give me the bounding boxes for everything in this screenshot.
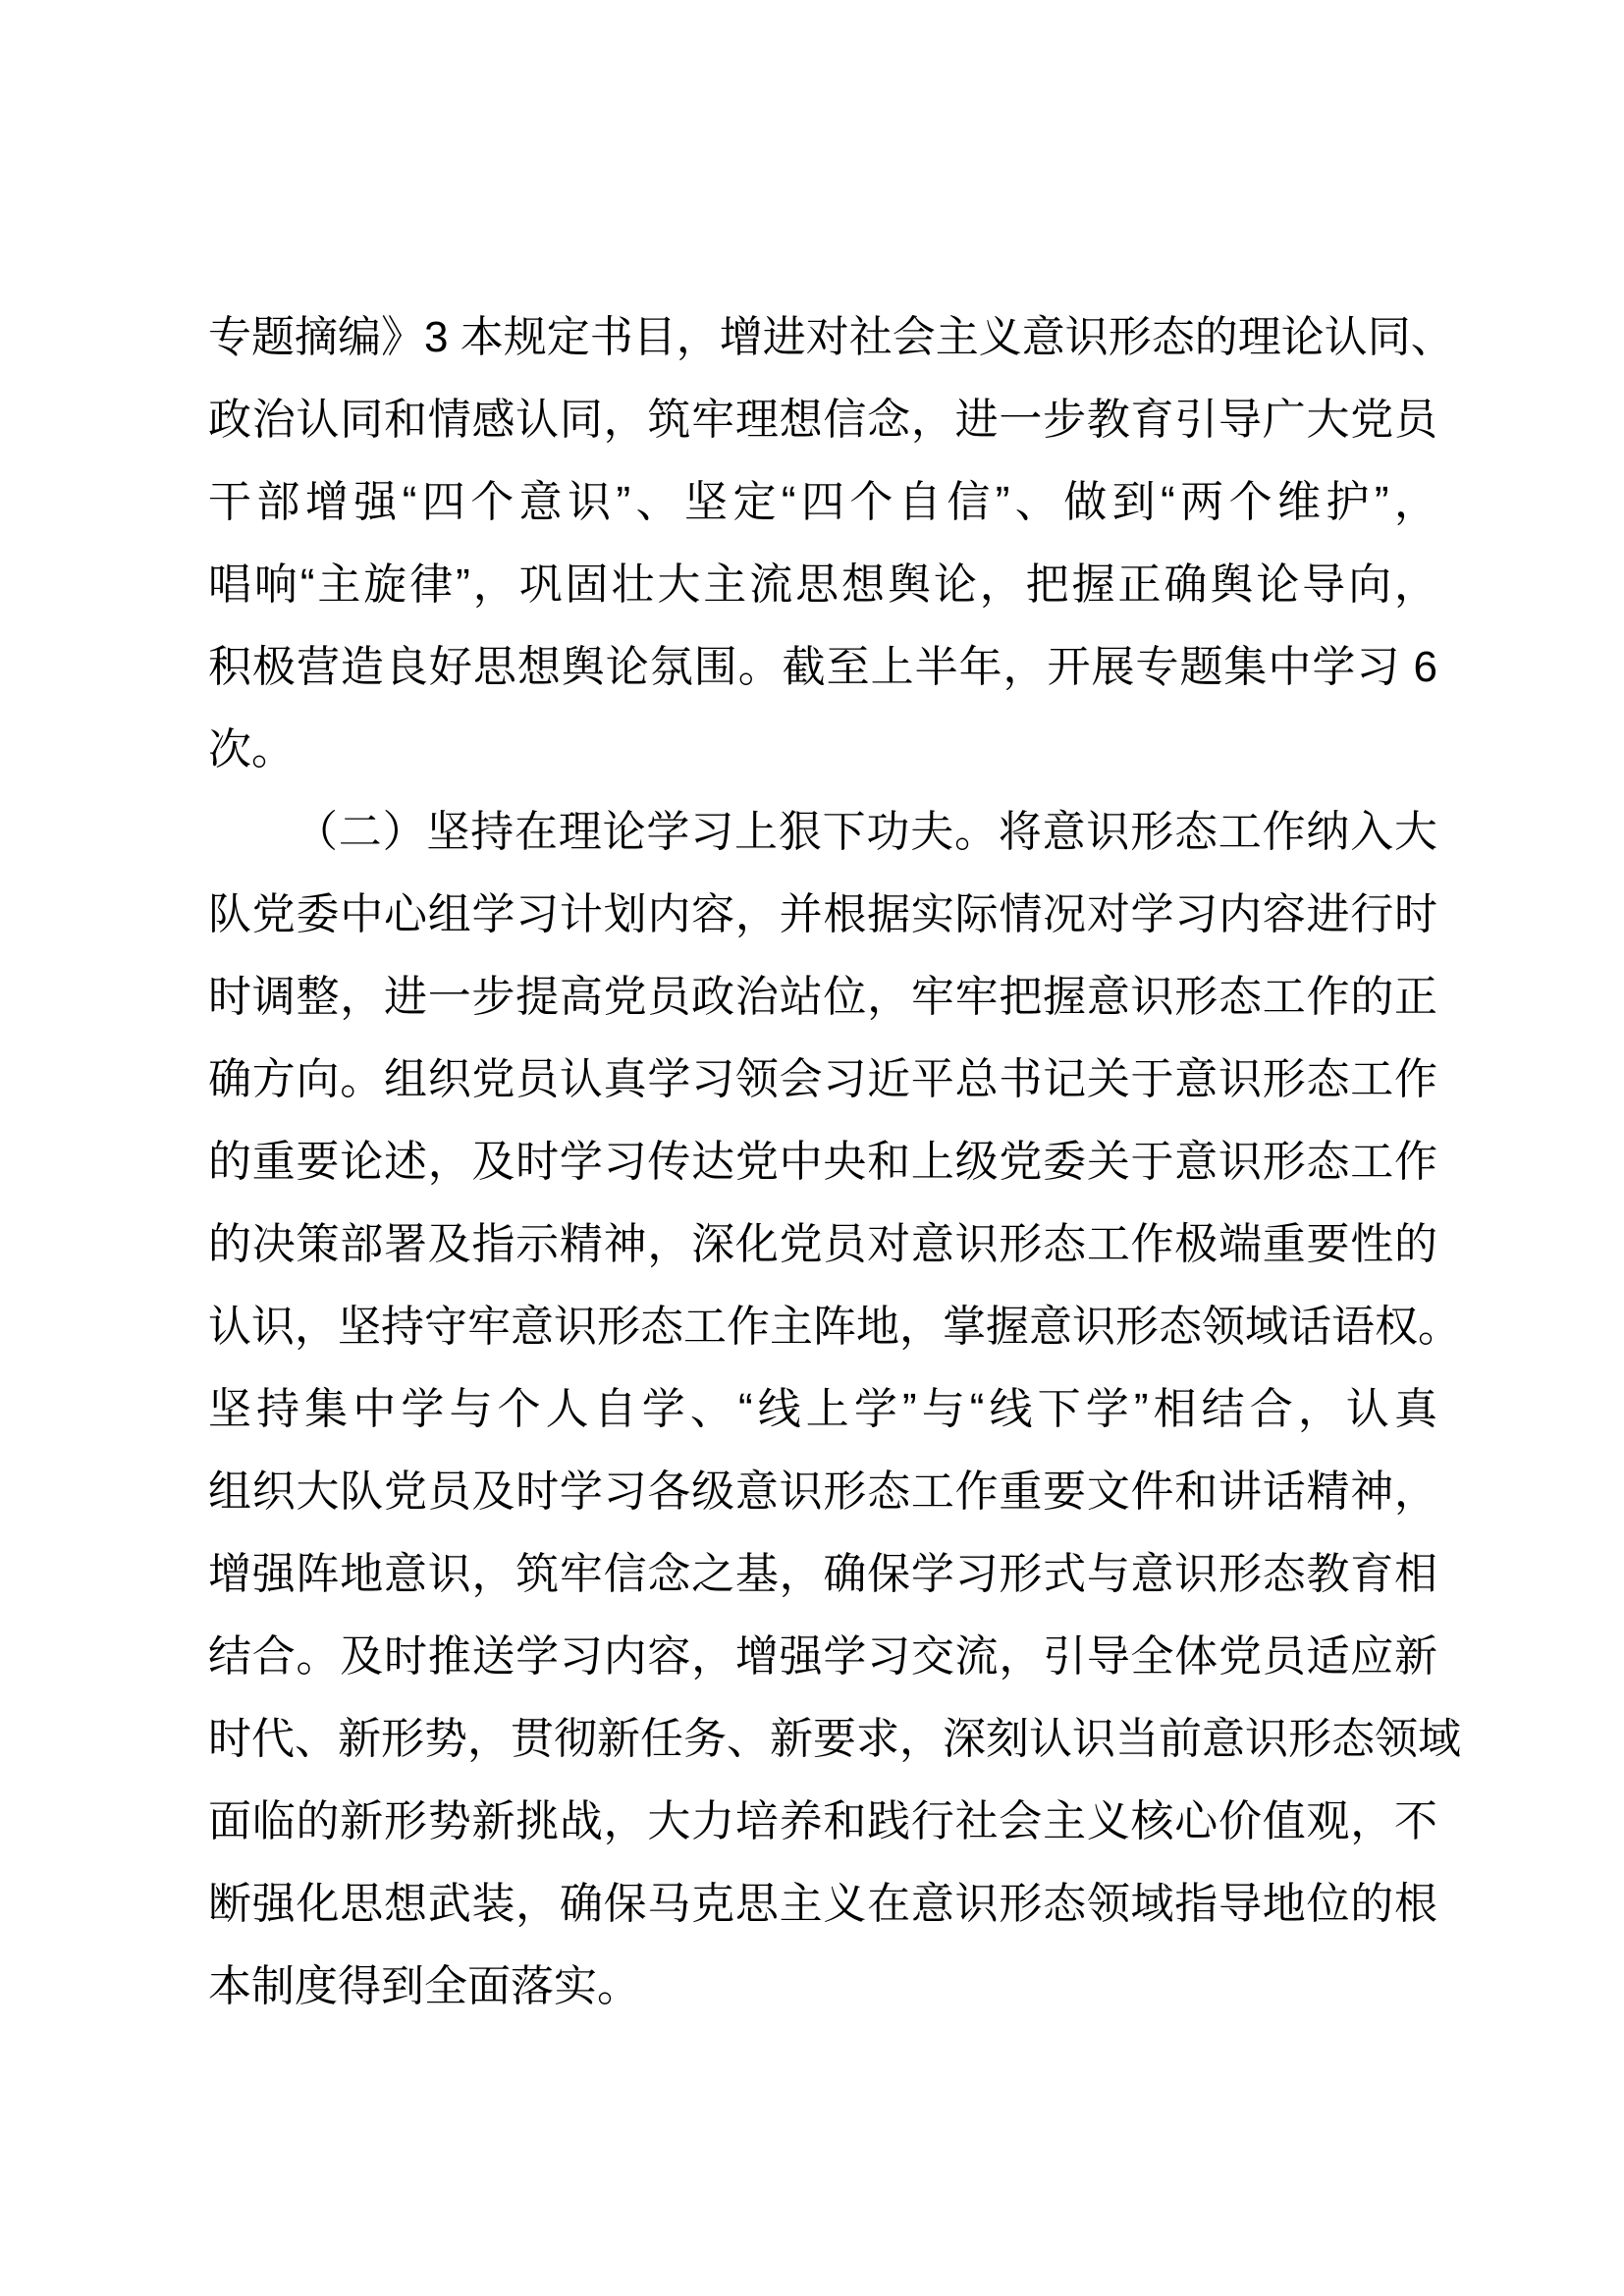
text-line: 组织大队党员及时学习各级意识形态工作重要文件和讲话精神， — [208, 1468, 1437, 1516]
text-line: 次。 — [208, 725, 295, 774]
text-line: 断强化思想武装，确保马克思主义在意识形态领域指导地位的根 — [208, 1880, 1437, 1928]
text-line: 面临的新形势新挑战，大力培养和践行社会主义核心价值观，不 — [208, 1797, 1437, 1845]
text-line: 政治认同和情感认同，筑牢理想信念，进一步教育引导广大党员 — [208, 396, 1437, 444]
text-line: 时调整，进一步提高党员政治站位，牢牢把握意识形态工作的正 — [208, 973, 1437, 1021]
text-line: （二）坚持在理论学习上狠下功夫。将意识形态工作纳入大 — [295, 808, 1437, 856]
text-line: 确方向。组织党员认真学习领会习近平总书记关于意识形态工作 — [208, 1055, 1437, 1103]
text-line: 的决策部署及指示精神，深化党员对意识形态工作极端重要性的 — [208, 1220, 1437, 1268]
text-line: 时代、新形势，贯彻新任务、新要求，深刻认识当前意识形态领域 — [208, 1715, 1461, 1763]
text-line: 坚持集中学与个人自学、“线上学”与“线下学”相结合，认真 — [208, 1385, 1437, 1433]
text-line: 干部增强“四个意识”、坚定“四个自信”、做到“两个维护”， — [208, 478, 1437, 526]
document-body — [208, 296, 1461, 2028]
text-line: 积极营造良好思想舆论氛围。截至上半年，开展专题集中学习 6 — [208, 643, 1437, 691]
text-line: 唱响“主旋律”，巩固壮大主流思想舆论，把握正确舆论导向， — [208, 561, 1437, 609]
text-line: 队党委中心组学习计划内容，并根据实际情况对学习内容进行时 — [208, 890, 1437, 938]
text-line: 专题摘编》3 本规定书目，增进对社会主义意识形态的理论认同、 — [208, 313, 1454, 361]
text-line: 本制度得到全面落实。 — [208, 1962, 640, 2010]
text-line: 的重要论述，及时学习传达党中央和上级党委关于意识形态工作 — [208, 1138, 1437, 1186]
text-line: 增强阵地意识，筑牢信念之基，确保学习形式与意识形态教育相 — [208, 1550, 1437, 1598]
text-line: 结合。及时推送学习内容，增强学习交流，引导全体党员适应新 — [208, 1632, 1437, 1681]
text-line: 认识，坚持守牢意识形态工作主阵地，掌握意识形态领域话语权。 — [208, 1303, 1461, 1351]
